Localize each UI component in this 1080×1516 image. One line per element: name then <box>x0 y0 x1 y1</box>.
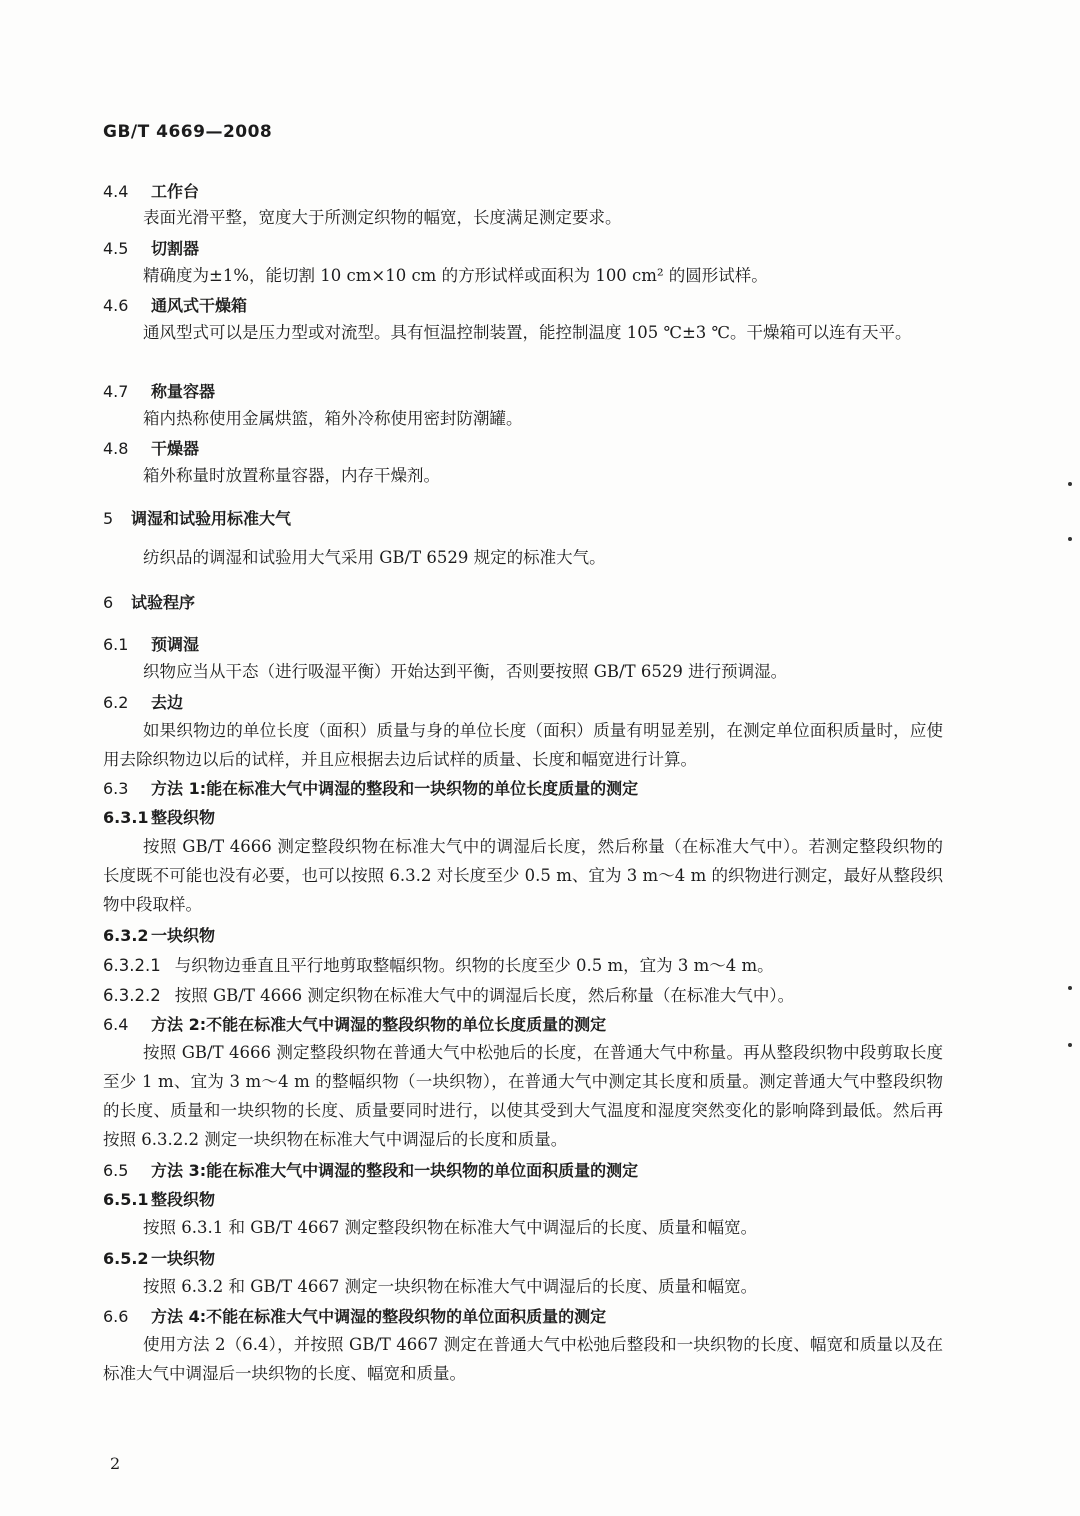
subclause-text: 与织物边垂直且平行地剪取整幅织物。织物的长度至少 0.5 m，宜为 3 m～4 m。 <box>174 956 774 975</box>
section-heading <box>103 177 199 206</box>
section-title: 方法 3:能在标准大气中调湿的整段和一块织物的单位面积质量的测定 <box>151 1161 639 1180</box>
section-number: 6.2 <box>103 693 129 712</box>
section-heading <box>103 1244 215 1273</box>
paragraph: 如果织物边的单位长度（面积）质量与身的单位长度（面积）质量有明显差别，在测定单位面积质量时，应使用去除织物边以后的试样，并且应根据去边后试样的质量、长度和幅宽进行计算。 <box>103 721 943 769</box>
paragraph: 箱外称量时放置称量容器，内存干燥剂。 <box>143 466 440 485</box>
subclause <box>103 951 774 980</box>
section-title: 称量容器 <box>151 382 216 401</box>
subclause-text: 按照 GB/T 4666 测定织物在标准大气中的调湿后长度，然后称量（在标准大气中）。 <box>174 986 795 1005</box>
section-number: 4.6 <box>103 296 129 315</box>
section-number: 4.7 <box>103 382 129 401</box>
section-title: 通风式干燥箱 <box>151 296 248 315</box>
section-number: 4.8 <box>103 439 129 458</box>
scan-speck <box>1068 1043 1072 1047</box>
paragraph: 按照 GB/T 4666 测定整段织物在普通大气中松弛后的长度，在普通大气中称量。再从整段织物中段剪取长度至少 1 m、宜为 3 m～4 m 的整幅织物（一块织物），在普通大气中测定其长度和质量。测定普通大气中整段织物的长度、质量和一块织物的长度、质量要同时进行，以使其受到大气温度和湿度突然变化的影响降到最低。然后再按照 6.3.2.2 测定一块织物在标准大气中调湿后的长度和质量。 <box>103 1043 943 1149</box>
section-number: 6 <box>103 593 114 612</box>
section-title: 一块织物 <box>151 1249 216 1268</box>
section-number: 6.4 <box>103 1015 129 1034</box>
paragraph: 按照 6.3.2 和 GB/T 4667 测定一块织物在标准大气中调湿后的长度、质量和幅宽。 <box>143 1277 758 1296</box>
scan-speck <box>1068 986 1072 990</box>
section-heading <box>103 774 638 803</box>
section-number: 6.5 <box>103 1161 129 1180</box>
paragraph: 按照 6.3.1 和 GB/T 4667 测定整段织物在标准大气中调湿后的长度、质量和幅宽。 <box>143 1218 758 1237</box>
section-title: 整段织物 <box>151 1190 216 1209</box>
paragraph: 按照 GB/T 4666 测定整段织物在标准大气中的调湿后长度，然后称量（在标准大气中）。若测定整段织物的长度既不可能也没有必要，也可以按照 6.3.2 对长度至少 0.5 m、宜为 3 m～4 m 的织物进行测定，最好从整段织物中段取样。 <box>103 837 943 914</box>
section-heading <box>103 1010 606 1039</box>
section-heading <box>103 921 215 950</box>
section-number: 6.1 <box>103 635 129 654</box>
section-title: 切割器 <box>151 239 200 258</box>
subclause-number: 6.3.2.2 <box>103 986 161 1005</box>
section-number: 6.3 <box>103 779 129 798</box>
section-heading <box>103 291 247 320</box>
section-heading <box>103 434 199 463</box>
section-number: 6.6 <box>103 1307 129 1326</box>
section-number: 6.5.1 <box>103 1190 149 1209</box>
page-number: 2 <box>110 1454 121 1473</box>
section-title: 预调湿 <box>151 635 200 654</box>
paragraph: 织物应当从干态（进行吸湿平衡）开始达到平衡，否则要按照 GB/T 6529 进行预调湿。 <box>143 662 788 681</box>
section-title: 方法 4:不能在标准大气中调湿的整段织物的单位面积质量的测定 <box>151 1307 607 1326</box>
section-number: 6.5.2 <box>103 1249 149 1268</box>
paragraph: 箱内热称使用金属烘篮，箱外冷称使用密封防潮罐。 <box>143 409 523 428</box>
section-title: 调湿和试验用标准大气 <box>131 509 292 528</box>
subclause <box>103 981 794 1010</box>
section-title: 方法 2:不能在标准大气中调湿的整段织物的单位长度质量的测定 <box>151 1015 607 1034</box>
paragraph: 纺织品的调湿和试验用大气采用 GB/T 6529 规定的标准大气。 <box>143 548 606 567</box>
section-number: 4.4 <box>103 182 129 201</box>
section-number: 6.3.2 <box>103 926 149 945</box>
section-title: 去边 <box>151 693 184 712</box>
standard-code-header: GB/T 4669—2008 <box>103 122 273 142</box>
section-heading <box>103 1185 215 1214</box>
section-title: 方法 1:能在标准大气中调湿的整段和一块织物的单位长度质量的测定 <box>151 779 639 798</box>
paragraph: 通风型式可以是压力型或对流型。具有恒温控制装置，能控制温度 105 ℃±3 ℃。干燥箱可以连有天平。 <box>143 323 912 342</box>
section-title: 工作台 <box>151 182 200 201</box>
paragraph: 表面光滑平整，宽度大于所测定织物的幅宽，长度满足测定要求。 <box>143 208 622 227</box>
section-title: 干燥器 <box>151 439 200 458</box>
section-heading <box>103 504 291 533</box>
section-heading <box>103 1156 638 1185</box>
section-heading <box>103 630 199 659</box>
section-title: 一块织物 <box>151 926 216 945</box>
paragraph: 精确度为±1%，能切割 10 cm×10 cm 的方形试样或面积为 100 cm² 的圆形试样。 <box>143 266 768 285</box>
section-heading <box>103 377 215 406</box>
section-heading <box>103 688 183 717</box>
section-title: 试验程序 <box>131 593 196 612</box>
scan-speck <box>1068 482 1072 486</box>
section-number: 5 <box>103 509 114 528</box>
scan-speck <box>1068 537 1072 541</box>
section-title: 整段织物 <box>151 808 216 827</box>
section-number: 4.5 <box>103 239 129 258</box>
section-heading <box>103 803 215 832</box>
section-heading <box>103 234 199 263</box>
paragraph: 使用方法 2（6.4），并按照 GB/T 4667 测定在普通大气中松弛后整段和一块织物的长度、幅宽和质量以及在标准大气中调湿后一块织物的长度、幅宽和质量。 <box>103 1335 943 1383</box>
section-heading <box>103 588 195 617</box>
section-number: 6.3.1 <box>103 808 149 827</box>
section-heading <box>103 1302 606 1331</box>
subclause-number: 6.3.2.1 <box>103 956 161 975</box>
